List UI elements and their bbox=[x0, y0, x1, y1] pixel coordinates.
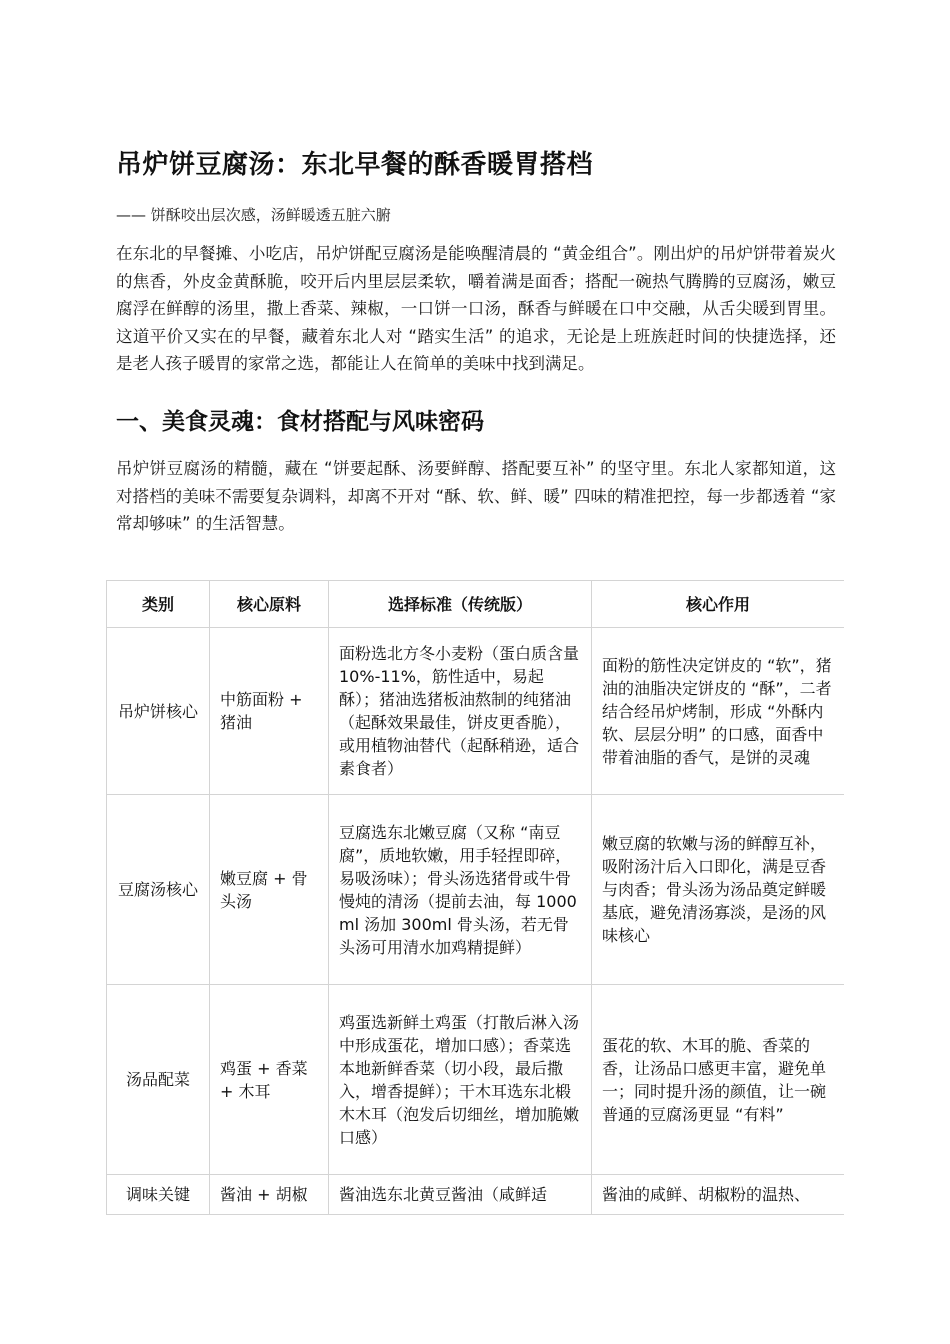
cell-ingredients: 嫩豆腐 + 骨头汤 bbox=[210, 795, 329, 985]
intro-paragraph: 在东北的早餐摊、小吃店，吊炉饼配豆腐汤是能唤醒清晨的 “黄金组合”。刚出炉的吊炉饼带着炭火的焦香，外皮金黄酥脆，咬开后内里层层柔软，嚼着满是面香；搭配一碗热气腾腾的豆腐汤，嫩豆腐浮在鲜醇的汤里，撒上香菜、辣椒，一口饼一口汤，酥香与鲜暖在口中交融，从舌尖暖到胃里。这道平价又实在的早餐，藏着东北人对 “踏实生活” 的追求，无论是上班族赶时间的快捷选择，还是老人孩子暖胃的家常之选，都能让人在简单的美味中找到满足。 bbox=[116, 244, 836, 373]
table-row bbox=[107, 628, 845, 795]
cell-category: 吊炉饼核心 bbox=[107, 628, 210, 795]
table-header-row bbox=[107, 581, 845, 628]
cell-role: 酱油的咸鲜、胡椒粉的温热、 bbox=[592, 1175, 845, 1215]
header-category: 类别 bbox=[107, 581, 210, 628]
page-subtitle: —— 饼酥咬出层次感，汤鲜暖透五脏六腑 bbox=[116, 206, 391, 224]
cell-ingredients: 中筋面粉 + 猪油 bbox=[210, 628, 329, 795]
cell-category: 豆腐汤核心 bbox=[107, 795, 210, 985]
section-heading: 一、美食灵魂：食材搭配与风味密码 bbox=[116, 409, 484, 435]
cell-role: 嫩豆腐的软嫩与汤的鲜醇互补，吸附汤汁后入口即化，满是豆香与肉香；骨头汤为汤品奠定鲜暖基底，避免清汤寡淡，是汤的风味核心 bbox=[592, 795, 845, 985]
cell-standard: 面粉选北方冬小麦粉（蛋白质含量 10%-11%，筋性适中，易起酥）；猪油选猪板油熬制的纯猪油（起酥效果最佳，饼皮更香脆），或用植物油替代（起酥稍逊，适合素食者） bbox=[329, 628, 592, 795]
cell-role: 面粉的筋性决定饼皮的 “软”，猪油的油脂决定饼皮的 “酥”，二者结合经吊炉烤制，形成 “外酥内软、层层分明” 的口感，面香中带着油脂的香气，是饼的灵魂 bbox=[592, 628, 845, 795]
header-role: 核心作用 bbox=[592, 581, 845, 628]
table-row bbox=[107, 1175, 845, 1215]
header-standard: 选择标准（传统版） bbox=[329, 581, 592, 628]
cell-ingredients: 鸡蛋 + 香菜 + 木耳 bbox=[210, 985, 329, 1175]
cell-standard: 酱油选东北黄豆酱油（咸鲜适 bbox=[329, 1175, 592, 1215]
cell-ingredients: 酱油 + 胡椒 bbox=[210, 1175, 329, 1215]
table-row bbox=[107, 795, 845, 985]
header-ingredients: 核心原料 bbox=[210, 581, 329, 628]
ingredients-table-container bbox=[106, 580, 844, 1228]
section-paragraph: 吊炉饼豆腐汤的精髓，藏在 “饼要起酥、汤要鲜醇、搭配要互补” 的坚守里。东北人家都知道，这对搭档的美味不需要复杂调料，却离不开对 “酥、软、鲜、暖” 四味的精准把控，每一步都透着 “家常却够味” 的生活智慧。 bbox=[116, 459, 836, 533]
cell-standard: 鸡蛋选新鲜土鸡蛋（打散后淋入汤中形成蛋花，增加口感）；香菜选本地新鲜香菜（切小段，最后撒入，增香提鲜）；干木耳选东北椴木木耳（泡发后切细丝，增加脆嫩口感） bbox=[329, 985, 592, 1175]
cell-category: 汤品配菜 bbox=[107, 985, 210, 1175]
ingredients-table bbox=[106, 580, 844, 1215]
cell-category: 调味关键 bbox=[107, 1175, 210, 1215]
page-title: 吊炉饼豆腐汤：东北早餐的酥香暖胃搭档 bbox=[116, 150, 594, 180]
cell-role: 蛋花的软、木耳的脆、香菜的香，让汤品口感更丰富，避免单一；同时提升汤的颜值，让一碗普通的豆腐汤更显 “有料” bbox=[592, 985, 845, 1175]
table-row bbox=[107, 985, 845, 1175]
cell-standard: 豆腐选东北嫩豆腐（又称 “南豆腐”，质地软嫩，用手轻捏即碎，易吸汤味）；骨头汤选猪骨或牛骨慢炖的清汤（提前去油，每 1000ml 汤加 300ml 骨头汤，若无骨头汤可用清水加鸡精提鲜） bbox=[329, 795, 592, 985]
